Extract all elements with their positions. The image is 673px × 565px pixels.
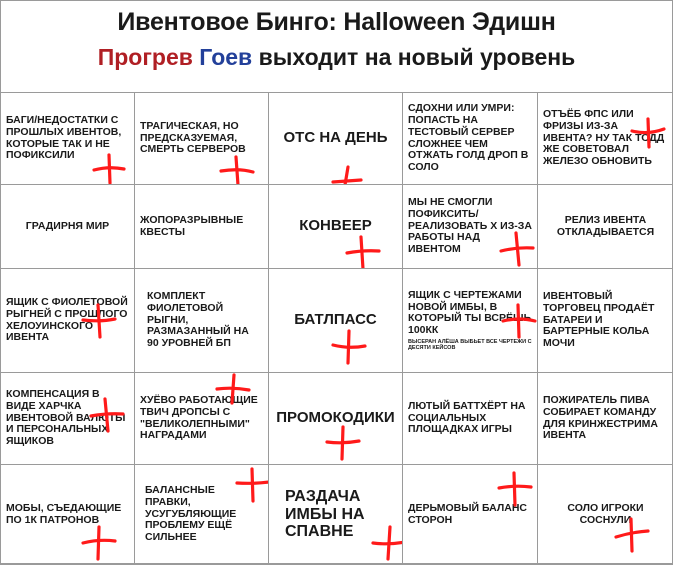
subtitle-word-2: Гоев (199, 44, 252, 70)
cross-mark (347, 237, 379, 269)
cross-mark (499, 473, 531, 505)
cell-footnote: ВЫСЕРАН АЛЁША ВЫБЬЕТ ВСЕ ЧЕРТЕЖИ С ДЕСЯТИ КЕЙСОВ (408, 339, 532, 351)
cell-text: МОБЫ, СЪЕДАЮЩИЕ ПО 1К ПАТРОНОВ (1, 503, 134, 527)
cell-text: ИВЕНТОВЫЙ ТОРГОВЕЦ ПРОДАЁТ БАТАРЕИ И БАРТЕРНЫЕ КОЛЬА МОЧИ (538, 291, 673, 350)
bingo-cell (269, 373, 403, 465)
cell-text: МЫ НЕ СМОГЛИ ПОФИКСИТЬ/РЕАЛИЗОВАТЬ X ИЗ-ЗА РАБОТЫ НАД ИВЕНТОМ (403, 197, 537, 256)
cell-main-text: ЯЩИК С ЧЕРТЕЖАМИ НОВОЙ ИМБЫ, В КОТОРЫЙ ТЫ ВСРЁШЬ 100КК (408, 289, 531, 336)
cell-text: ГРАДИРНЯ МИР (1, 221, 134, 233)
cell-text: СДОХНИ ИЛИ УМРИ: ПОПАСТЬ НА ТЕСТОВЫЙ СЕРВЕР СЛОЖНЕЕ ЧЕМ ОТЖАТЬ ГОЛД ДРОП В СОЛО (403, 103, 537, 174)
cross-mark (331, 167, 363, 185)
cell-text: ТРАГИЧЕСКАЯ, НО ПРЕДСКАЗУЕМАЯ, СМЕРТЬ СЕРВЕРОВ (135, 121, 268, 156)
bingo-cell (403, 185, 538, 269)
cross-mark (83, 527, 115, 559)
cell-text: ЛЮТЫЙ БАТТХЁРТ НА СОЦИАЛЬНЫХ ПЛОЩАДКАХ ИГРЫ (403, 401, 537, 436)
cell-text: РАЗДАЧА ИМБЫ НА СПАВНЕ (269, 488, 402, 542)
bingo-cell (538, 465, 673, 565)
cell-text (403, 290, 537, 351)
cell-text: ЯЩИК С ФИОЛЕТОВОЙ РЫГНЕЙ С ПРОШЛОГО ХЕЛОУИНСКОГО ИВЕНТА (1, 297, 134, 344)
bingo-grid (0, 92, 673, 565)
cell-text: БАТЛПАСС (269, 312, 402, 329)
bingo-cell (135, 373, 269, 465)
bingo-cell (538, 373, 673, 465)
subtitle-word-1: Прогрев (98, 44, 193, 70)
bingo-cell (538, 93, 673, 185)
bingo-cell (135, 93, 269, 185)
cross-mark (333, 331, 365, 363)
cell-text: РЕЛИЗ ИВЕНТА ОТКЛАДЫВАЕТСЯ (538, 215, 673, 239)
bingo-cell (403, 93, 538, 185)
bingo-cell (269, 465, 403, 565)
bingo-cell (269, 269, 403, 373)
bingo-cell (403, 373, 538, 465)
bingo-cell (1, 93, 135, 185)
page-title: Ивентовое Бинго: Halloween Эдишн (0, 8, 673, 37)
bingo-cell (1, 269, 135, 373)
cell-text: ОТЪЁБ ФПС ИЛИ ФРИЗЫ ИЗ-ЗА ИВЕНТА? НУ ТАК ТОДД ЖЕ СОВЕТОВАЛ ЖЕЛЕЗО ОБНОВИТЬ (538, 109, 673, 168)
bingo-cell (269, 93, 403, 185)
bingo-cell (538, 185, 673, 269)
cross-mark (327, 427, 359, 459)
bingo-row (1, 373, 673, 465)
cell-text: КОМПЛЕКТ ФИОЛЕТОВОЙ РЫГНИ, РАЗМАЗАННЫЙ НА 90 УРОВНЕЙ БП (135, 291, 268, 350)
cell-text: КОМПЕНСАЦИЯ В ВИДЕ ХАРЧКА ИВЕНТОВОЙ ВАЛЮТЫ И ПЕРСОНАЛЬНЫХ ЯЩИКОВ (1, 389, 134, 448)
bingo-cell (403, 465, 538, 565)
cell-text: ХУЁВО РАБОТАЮЩИЕ ТВИЧ ДРОПСЫ С "ВЕЛИКОЛЕПНЫМИ" НАГРАДАМИ (135, 395, 268, 442)
cell-text: БАГИ/НЕДОСТАТКИ С ПРОШЛЫХ ИВЕНТОВ, КОТОРЫЕ ТАК И НЕ ПОФИКСИЛИ (1, 115, 134, 162)
bingo-cell (1, 185, 135, 269)
bingo-row (1, 465, 673, 565)
cell-text: ДЕРЬМОВЫЙ БАЛАНС СТОРОН (403, 503, 537, 527)
page-subtitle (0, 44, 673, 71)
bingo-cell (1, 373, 135, 465)
bingo-row (1, 269, 673, 373)
bingo-cell (135, 185, 269, 269)
bingo-row (1, 93, 673, 185)
cell-text: СОЛО ИГРОКИ СОСНУЛИ (538, 503, 673, 527)
cross-mark (221, 155, 253, 185)
cell-text: КОНВЕЕР (269, 218, 402, 235)
cell-text: ПРОМОКОДИКИ (269, 410, 402, 427)
bingo-cell (1, 465, 135, 565)
bingo-cell (403, 269, 538, 373)
bingo-cell (135, 465, 269, 565)
cell-text: БАЛАНСНЫЕ ПРАВКИ, УСУГУБЛЯЮЩИЕ ПРОБЛЕМУ ЕЩЁ СИЛЬНЕЕ (135, 485, 268, 544)
cell-text: ПОЖИРАТЕЛЬ ПИВА СОБИРАЕТ КОМАНДУ ДЛЯ КРИНЖЕСТРИМА ИВЕНТА (538, 395, 673, 442)
subtitle-rest: выходит на новый уровень (259, 44, 576, 70)
cell-text: ЖОПОРАЗРЫВНЫЕ КВЕСТЫ (135, 215, 268, 239)
bingo-row (1, 185, 673, 269)
bingo-cell (135, 269, 269, 373)
bingo-cell (269, 185, 403, 269)
bingo-cell (538, 269, 673, 373)
cell-text: ОТС НА ДЕНЬ (269, 130, 402, 147)
